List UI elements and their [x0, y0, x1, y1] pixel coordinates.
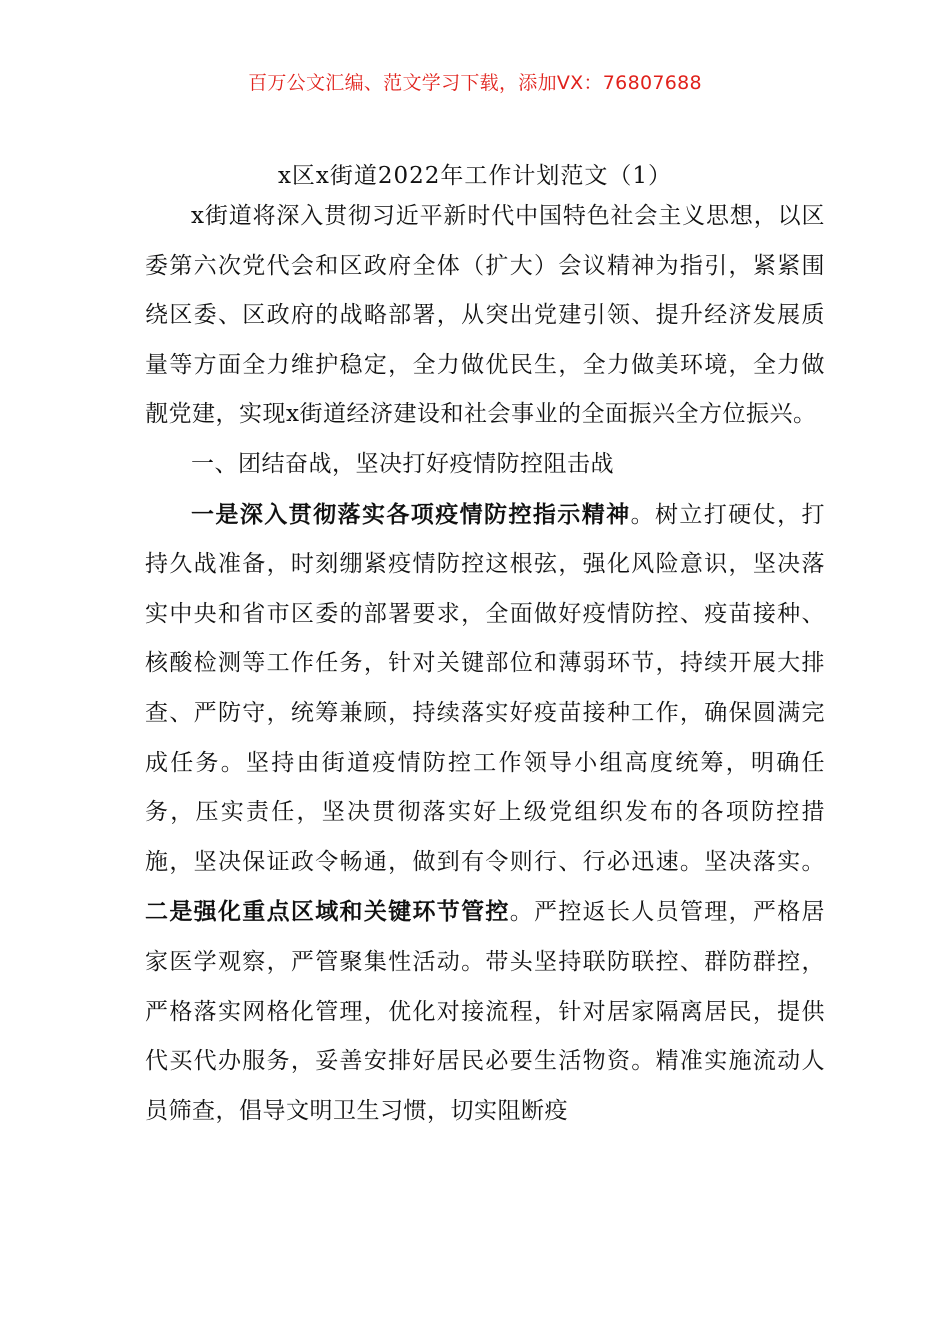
point-1-text: 。树立打硬仗，打持久战准备，时刻绷紧疫情防控这根弦，强化风险意识，坚决落实中央和省市区委的部署要求，全面做好疫情防控、疫苗接种、核酸检测等工作任务，针对关键部位和薄弱环节，持续开展大排查、严防守，统筹兼顾，持续落实好疫苗接种工作，确保圆满完成任务。坚持由街道疫情防控工作领导小组高度统筹，明确任务，压实责任，坚决贯彻落实好上级党组织发布的各项防控措施，坚决保证政令畅通，做到有令则行、行必迅速。坚决落实。: [145, 501, 826, 875]
section-heading: 一、团结奋战，坚决打好疫情防控阻击战: [191, 450, 614, 477]
section-paragraph: [145, 490, 825, 1137]
point-2-text: 。严控返长人员管理，严格居家医学观察，严管聚集性活动。带头坚持联防联控、群防群控，严格落实网格化管理，优化对接流程，针对居家隔离居民，提供代买代办服务，妥善安排好居民必要生活物资。精准实施流动人员筛查，倡导文明卫生习惯，切实阻断疫: [145, 899, 826, 1124]
point-1-heading: 一是深入贯彻落实各项疫情防控指示精神: [191, 500, 631, 528]
watermark-header: 百万公文汇编、范文学习下载，添加VX：76807688: [248, 72, 702, 94]
point-2-heading: 二是强化重点区域和关键环节管控: [145, 898, 510, 926]
document-title: x区x街道2022年工作计划范文（1）: [277, 163, 673, 189]
intro-paragraph: x街道将深入贯彻习近平新时代中国特色社会主义思想，以区委第六次党代会和区政府全体（扩大）会议精神为指引，紧紧围绕区委、区政府的战略部署，从突出党建引领、提升经济发展质量等方面全力维护稳定，全力做优民生，全力做美环境，全力做靓党建，实现x街道经济建设和社会事业的全面振兴全方位振兴。: [145, 203, 825, 428]
document-body: [145, 192, 825, 1136]
